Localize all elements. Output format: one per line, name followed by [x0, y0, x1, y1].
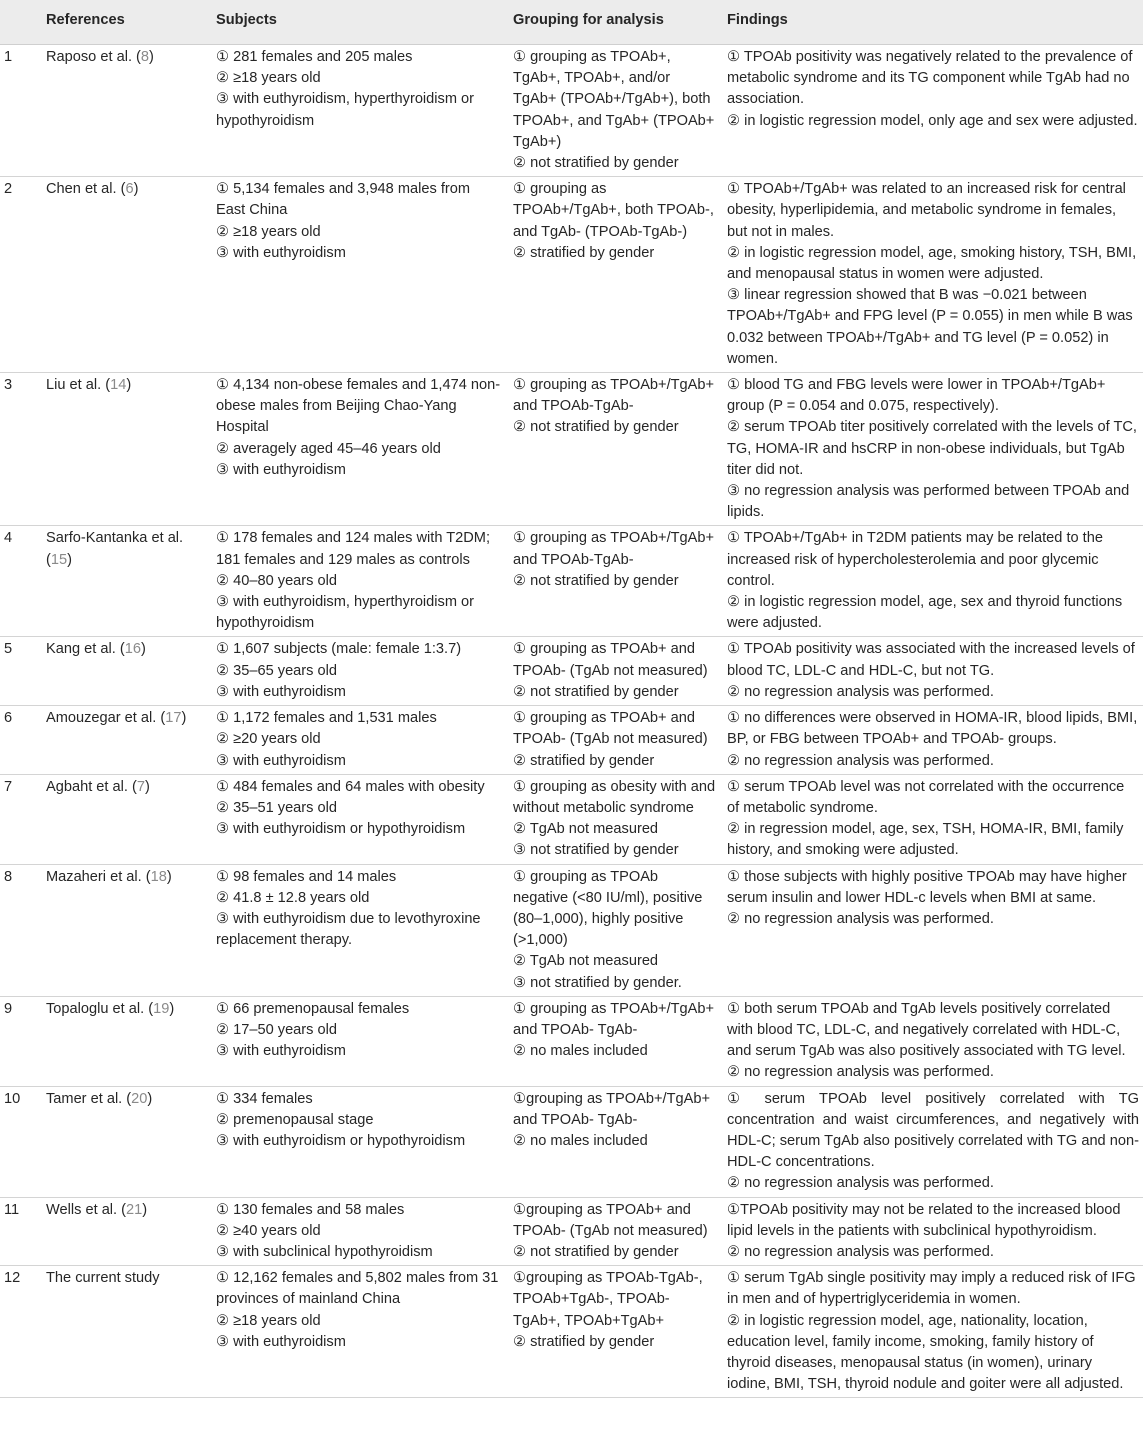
findings-line: ①TPOAb positivity may not be related to the increased blood lipid levels in the patients with subclinical hypothyroidism. [727, 1201, 1121, 1239]
row-number: 7 [0, 774, 40, 864]
grouping-cell [507, 996, 721, 1086]
subjects-line: ① 98 females and 14 males [216, 868, 397, 885]
grouping-cell [507, 1197, 721, 1266]
findings-line: ① serum TPOAb level was not correlated with the occurrence of metabolic syndrome. [727, 778, 1125, 816]
header-findings: Findings [721, 0, 1143, 45]
row-number: 11 [0, 1197, 40, 1266]
findings-line: ② in regression model, age, sex, TSH, HOMA-IR, BMI, family history, and smoking were adjusted. [727, 821, 1124, 859]
table-row [0, 706, 1143, 775]
subjects-line: ① 12,162 females and 5,802 males from 31 provinces of mainland China [216, 1270, 499, 1308]
subjects-cell [210, 177, 507, 373]
reference-link[interactable]: 17 [165, 710, 182, 727]
subjects-cell [210, 526, 507, 637]
subjects-line: ② ≥20 years old [216, 731, 321, 748]
grouping-line: ③ not stratified by gender. [513, 974, 682, 991]
reference-close-paren: ) [142, 1201, 148, 1218]
subjects-line: ② 40–80 years old [216, 572, 337, 589]
grouping-line: ② TgAb not measured [513, 953, 659, 970]
row-number: 5 [0, 637, 40, 706]
grouping-cell [507, 45, 721, 177]
grouping-line: ② stratified by gender [513, 1333, 655, 1350]
reference-cell [40, 706, 210, 775]
subjects-line: ② 35–51 years old [216, 799, 337, 816]
grouping-line: ① grouping as TPOAb+ and TPOAb- (TgAb not measured) [513, 710, 708, 748]
table-header [0, 0, 1143, 45]
grouping-cell [507, 373, 721, 526]
subjects-cell [210, 706, 507, 775]
reference-link[interactable]: 19 [153, 1000, 170, 1017]
table-row [0, 373, 1143, 526]
findings-line: ① both serum TPOAb and TgAb levels positively correlated with blood TC, LDL-C, and negatively correlated with HDL-C, and serum TgAb was also positively associated with TG level. [727, 1000, 1126, 1060]
grouping-cell [507, 1266, 721, 1398]
findings-line: ① those subjects with highly positive TPOAb may have higher serum insulin and lower HDL-c levels when BMI at same. [727, 868, 1127, 906]
reference-close-paren: ) [166, 868, 172, 885]
subjects-line: ② ≥40 years old [216, 1222, 321, 1239]
findings-cell [721, 1086, 1143, 1197]
subjects-cell [210, 996, 507, 1086]
grouping-line: ② no males included [513, 1132, 648, 1149]
grouping-line: ② not stratified by gender [513, 683, 679, 700]
grouping-cell [507, 864, 721, 996]
row-number: 3 [0, 373, 40, 526]
reference-link[interactable]: 6 [125, 181, 134, 198]
grouping-line: ③ not stratified by gender [513, 842, 679, 859]
reference-close-paren: ) [169, 1000, 175, 1017]
table-row [0, 864, 1143, 996]
reference-cell [40, 45, 210, 177]
grouping-line: ① grouping as TPOAb+/TgAb+, both TPOAb-, and TgAb- (TPOAb-TgAb-) [513, 181, 714, 240]
grouping-line: ① grouping as TPOAb+ and TPOAb- (TgAb not measured) [513, 641, 708, 679]
findings-line: ① serum TPOAb level positively correlated with TG concentration and waist circumferences, and negatively with HDL-C; serum TgAb also positively correlated with TG and non-HDL-C concentrations. [727, 1090, 1139, 1171]
reference-cell [40, 774, 210, 864]
findings-cell [721, 706, 1143, 775]
subjects-line: ② 17–50 years old [216, 1021, 337, 1038]
grouping-line: ① grouping as TPOAb negative (<80 IU/ml), positive (80–1,000), highly positive (>1,000) [513, 868, 703, 949]
subjects-line: ① 130 females and 58 males [216, 1201, 405, 1218]
subjects-cell [210, 45, 507, 177]
table-row [0, 996, 1143, 1086]
subjects-cell [210, 637, 507, 706]
findings-line: ① serum TgAb single positivity may imply a reduced risk of IFG in men and of hypertriglyceridemia in women. [727, 1270, 1136, 1308]
row-number: 1 [0, 45, 40, 177]
subjects-cell [210, 864, 507, 996]
reference-cell [40, 177, 210, 373]
table-row [0, 177, 1143, 373]
findings-line: ② in logistic regression model, age, nationality, location, education level, family income, smoking, family history of thyroid diseases, menopausal status (in women), urinary iodine, BMI, TSH, thyroid nodule and goiter were all adjusted. [727, 1312, 1124, 1393]
reference-author: Liu et al. ( [46, 377, 111, 394]
findings-cell [721, 177, 1143, 373]
reference-cell [40, 373, 210, 526]
subjects-line: ② 35–65 years old [216, 662, 337, 679]
reference-cell [40, 637, 210, 706]
subjects-line: ② premenopausal stage [216, 1111, 374, 1128]
findings-cell [721, 864, 1143, 996]
subjects-cell [210, 373, 507, 526]
findings-line: ② no regression analysis was performed. [727, 1243, 994, 1260]
row-number: 10 [0, 1086, 40, 1197]
findings-line: ② no regression analysis was performed. [727, 752, 994, 769]
reference-link[interactable]: 15 [50, 551, 68, 568]
findings-line: ② no regression analysis was performed. [727, 910, 994, 927]
subjects-line: ① 4,134 non-obese females and 1,474 non-obese males from Beijing Chao-Yang Hospital [216, 377, 501, 436]
reference-author: Raposo et al. ( [46, 49, 141, 65]
subjects-cell [210, 1197, 507, 1266]
findings-line: ② no regression analysis was performed. [727, 683, 994, 700]
reference-link[interactable]: 7 [136, 778, 145, 795]
subjects-line: ③ with euthyroidism, hyperthyroidism or hypothyroidism [216, 594, 475, 632]
findings-cell [721, 373, 1143, 526]
findings-line: ① blood TG and FBG levels were lower in TPOAb+/TgAb+ group (P = 0.054 and 0.075, respectively). [727, 377, 1106, 415]
findings-line: ① TPOAb+/TgAb+ was related to an increased risk for central obesity, hyperlipidemia, and metabolic syndrome in females, but not in males. [727, 181, 1126, 240]
subjects-line: ③ with euthyroidism or hypothyroidism [216, 1132, 466, 1149]
grouping-cell [507, 177, 721, 373]
grouping-line: ① grouping as TPOAb+/TgAb+ and TPOAb-TgAb- [513, 530, 715, 568]
subjects-line: ① 1,172 females and 1,531 males [216, 710, 437, 727]
table-row [0, 637, 1143, 706]
subjects-line: ③ with euthyroidism or hypothyroidism [216, 821, 466, 838]
row-number: 4 [0, 526, 40, 637]
subjects-line: ① 5,134 females and 3,948 males from East China [216, 181, 471, 219]
subjects-line: ② averagely aged 45–46 years old [216, 440, 441, 457]
findings-cell [721, 996, 1143, 1086]
findings-line: ② in logistic regression model, age, smoking history, TSH, BMI, and menopausal status in women were adjusted. [727, 244, 1137, 283]
grouping-line: ① grouping as obesity with and without metabolic syndrome [513, 778, 716, 816]
grouping-cell [507, 1086, 721, 1197]
reference-author: Chen et al. ( [46, 181, 126, 198]
grouping-line: ①grouping as TPOAb-TgAb-, TPOAb+TgAb-, TPOAb-TgAb+, TPOAb+TgAb+ [513, 1270, 703, 1329]
reference-author: Agbaht et al. ( [46, 778, 137, 795]
subjects-line: ① 334 females [216, 1090, 313, 1107]
reference-author: Wells et al. ( [46, 1201, 127, 1218]
findings-cell [721, 45, 1143, 177]
subjects-line: ③ with euthyroidism [216, 683, 346, 700]
table-row [0, 774, 1143, 864]
reference-author: Mazaheri et al. ( [46, 868, 151, 885]
reference-author: Topaloglu et al. ( [46, 1000, 154, 1017]
subjects-line: ② ≥18 years old [216, 70, 321, 87]
grouping-line: ② stratified by gender [513, 752, 655, 769]
grouping-cell [507, 637, 721, 706]
subjects-line: ② ≥18 years old [216, 223, 321, 240]
row-number: 9 [0, 996, 40, 1086]
grouping-line: ② stratified by gender [513, 244, 655, 261]
table-body [0, 45, 1143, 1398]
subjects-line: ① 281 females and 205 males [216, 49, 413, 65]
findings-line: ② serum TPOAb titer positively correlated with the levels of TC, TG, HOMA-IR and hsCRP in non-obese individuals, but TgAb titer did not. [727, 419, 1137, 478]
findings-line: ① no differences were observed in HOMA-IR, blood lipids, BMI, BP, or FBG between TPOAb+ and TPOAb- groups. [727, 710, 1138, 748]
reference-cell [40, 1266, 210, 1398]
table-row [0, 1197, 1143, 1266]
reference-close-paren: ) [133, 181, 139, 198]
reference-link[interactable]: 21 [126, 1201, 143, 1218]
reference-cell [40, 1086, 210, 1197]
findings-line: ③ no regression analysis was performed between TPOAb and lipids. [727, 483, 1130, 521]
subjects-cell [210, 1086, 507, 1197]
table-row [0, 526, 1143, 637]
subjects-line: ③ with subclinical hypothyroidism [216, 1243, 433, 1260]
grouping-line: ② no males included [513, 1043, 648, 1060]
findings-line: ② no regression analysis was performed. [727, 1175, 994, 1192]
subjects-line: ① 1,607 subjects (male: female 1:3.7) [216, 641, 462, 658]
row-number: 12 [0, 1266, 40, 1398]
header-grouping: Grouping for analysis [507, 0, 721, 45]
findings-cell [721, 637, 1143, 706]
subjects-line: ③ with euthyroidism [216, 1333, 346, 1350]
reference-link[interactable]: 20 [131, 1090, 148, 1107]
grouping-line: ① grouping as TPOAb+/TgAb+ and TPOAb-TgAb- [513, 377, 715, 415]
subjects-line: ① 178 females and 124 males with T2DM; 181 females and 129 males as controls [216, 530, 491, 568]
reference-author: The current study [46, 1270, 160, 1287]
reference-close-paren: ) [140, 641, 146, 658]
row-number: 6 [0, 706, 40, 775]
header-references: References [40, 0, 210, 45]
subjects-line: ③ with euthyroidism [216, 461, 346, 478]
findings-line: ① TPOAb+/TgAb+ in T2DM patients may be related to the increased risk of hypercholesterolemia and poor glycemic control. [727, 530, 1103, 589]
findings-line: ① TPOAb positivity was negatively related to the prevalence of metabolic syndrome and its TG component while TgAb had no association. [727, 49, 1133, 108]
reference-link[interactable]: 16 [124, 641, 141, 658]
grouping-cell [507, 774, 721, 864]
reference-cell [40, 1197, 210, 1266]
grouping-line: ② not stratified by gender [513, 419, 679, 436]
findings-line: ① TPOAb positivity was associated with the increased levels of blood TC, LDL-C and HDL-C, but not TG. [727, 641, 1135, 679]
grouping-cell [507, 706, 721, 775]
reference-cell [40, 526, 210, 637]
subjects-line: ③ with euthyroidism [216, 1043, 346, 1060]
subjects-line: ① 66 premenopausal females [216, 1000, 410, 1017]
reference-author: Kang et al. ( [46, 641, 125, 658]
reference-author: Amouzegar et al. ( [46, 710, 166, 727]
grouping-line: ① grouping as TPOAb+/TgAb+ and TPOAb- TgAb- [513, 1000, 715, 1038]
grouping-line: ①grouping as TPOAb+/TgAb+ and TPOAb- TgAb- [513, 1090, 710, 1128]
subjects-line: ③ with euthyroidism [216, 244, 346, 261]
header-subjects: Subjects [210, 0, 507, 45]
reference-link[interactable]: 18 [150, 868, 167, 885]
findings-line: ② in logistic regression model, only age and sex were adjusted. [727, 112, 1138, 129]
grouping-line: ①grouping as TPOAb+ and TPOAb- (TgAb not measured) [513, 1201, 708, 1239]
findings-line: ② in logistic regression model, age, sex and thyroid functions were adjusted. [727, 594, 1123, 632]
header-row [0, 0, 1143, 45]
table-row [0, 1086, 1143, 1197]
reference-link[interactable]: 14 [110, 377, 127, 394]
subjects-line: ③ with euthyroidism, hyperthyroidism or hypothyroidism [216, 91, 475, 129]
reference-close-paren: ) [126, 377, 132, 394]
reference-cell [40, 996, 210, 1086]
subjects-cell [210, 1266, 507, 1398]
subjects-line: ① 484 females and 64 males with obesity [216, 778, 485, 795]
reference-close-paren: ) [181, 710, 187, 727]
grouping-line: ② not stratified by gender [513, 1243, 679, 1260]
grouping-line: ① grouping as TPOAb+, TgAb+, TPOAb+, and/or TgAb+ (TPOAb+/TgAb+), both TPOAb+, and TgAb+ (TPOAb+ TgAb+) [513, 49, 715, 150]
subjects-line: ③ with euthyroidism due to levothyroxine replacement therapy. [216, 910, 481, 949]
findings-line: ② no regression analysis was performed. [727, 1064, 994, 1081]
findings-cell [721, 1266, 1143, 1398]
reference-cell [40, 864, 210, 996]
reference-close-paren: ) [149, 49, 154, 65]
findings-cell [721, 774, 1143, 864]
grouping-line: ② not stratified by gender [513, 155, 679, 172]
reference-close-paren: ) [145, 778, 150, 795]
table-row [0, 45, 1143, 177]
subjects-line: ② 41.8 ± 12.8 years old [216, 889, 370, 906]
grouping-line: ② not stratified by gender [513, 572, 679, 589]
subjects-line: ③ with euthyroidism [216, 752, 346, 769]
subjects-line: ② ≥18 years old [216, 1312, 321, 1329]
grouping-line: ② TgAb not measured [513, 821, 659, 838]
reference-close-paren: ) [147, 1090, 153, 1107]
reference-link[interactable]: 8 [140, 49, 150, 65]
grouping-cell [507, 526, 721, 637]
header-number [0, 0, 40, 45]
findings-cell [721, 1197, 1143, 1266]
reference-close-paren: ) [67, 551, 72, 568]
table-row [0, 1266, 1143, 1398]
reference-author: Sarfo-Kantanka et al. ( [46, 530, 184, 568]
findings-line: ③ linear regression showed that B was −0.021 between TPOAb+/TgAb+ and FPG level (P = 0.055) in men while B was 0.032 between TPOAb+/TgAb+ and TG level (P = 0.052) in women. [727, 287, 1133, 367]
findings-cell [721, 526, 1143, 637]
row-number: 8 [0, 864, 40, 996]
row-number: 2 [0, 177, 40, 373]
reference-author: Tamer et al. ( [46, 1090, 132, 1107]
subjects-cell [210, 774, 507, 864]
